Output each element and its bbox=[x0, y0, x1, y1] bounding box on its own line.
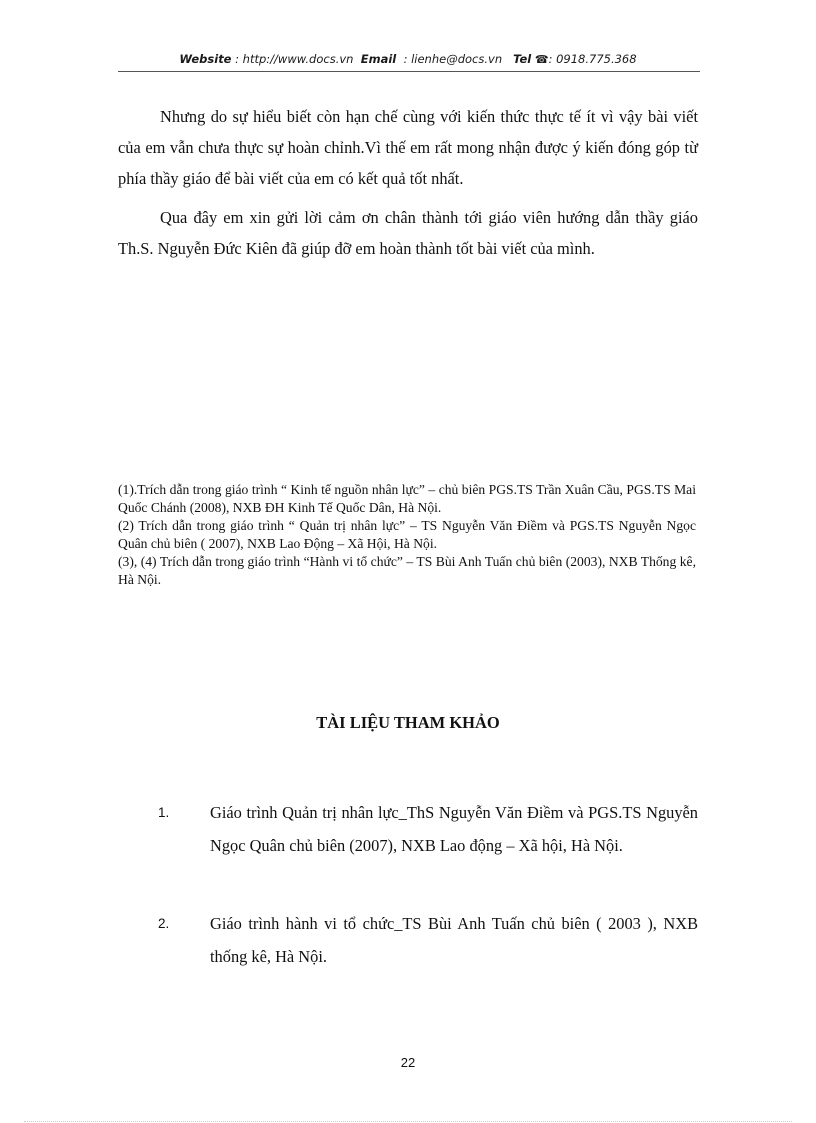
footnotes bbox=[118, 481, 696, 589]
tel-value: : 0918.775.368 bbox=[548, 52, 637, 66]
email-value: : lienhe@docs.vn bbox=[403, 52, 503, 66]
reference-item-2 bbox=[118, 907, 698, 973]
footnote-1: (1).Trích dẫn trong giáo trình “ Kinh tế nguồn nhân lực” – chủ biên PGS.TS Trần Xuân Cầu, PGS.TS Mai Quốc Chánh (2008), NXB ĐH Kinh Tế Quốc Dân, Hà Nội. bbox=[118, 482, 696, 515]
page-header bbox=[118, 52, 698, 66]
website-label: Website bbox=[179, 52, 232, 66]
paragraph-text: Qua đây em xin gửi lời cảm ơn chân thành tới giáo viên hướng dẫn thầy giáo Th.S. Nguyễn Đức Kiên đã giúp đỡ em hoàn thành tốt bài viết của mình. bbox=[118, 208, 698, 258]
paragraph-2 bbox=[118, 202, 698, 264]
phone-icon: ☎ bbox=[534, 53, 549, 66]
reference-text: Giáo trình hành vi tổ chức_TS Bùi Anh Tuấn chủ biên ( 2003 ), NXB thống kê, Hà Nội. bbox=[210, 914, 698, 966]
reference-number: 1. bbox=[158, 805, 170, 820]
email-label: Email bbox=[360, 52, 397, 66]
footnote-2: (2) Trích dẫn trong giáo trình “ Quản trị nhân lực” – TS Nguyễn Văn Điềm và PGS.TS Nguyễn Ngọc Quân chủ biên ( 2007), NXB Lao Động – Xã Hội, Hà Nội. bbox=[118, 518, 696, 551]
references-title: TÀI LIỆU THAM KHẢO bbox=[316, 713, 500, 732]
header-divider bbox=[118, 71, 700, 72]
paragraph-1 bbox=[118, 101, 698, 194]
website-value: : http://www.docs.vn bbox=[235, 52, 354, 66]
paragraph-text: Nhưng do sự hiểu biết còn hạn chế cùng với kiến thức thực tế ít vì vậy bài viết của em vẫn chưa thực sự hoàn chỉnh.Vì thế em rất mong nhận được ý kiến đóng góp từ phía thầy giáo để bài viết của em có kết quả tốt nhất. bbox=[118, 107, 698, 188]
tel-label: Tel bbox=[513, 52, 532, 66]
page-number: 22 bbox=[400, 1055, 416, 1070]
reference-number: 2. bbox=[158, 916, 170, 931]
page-bottom-border bbox=[24, 1121, 792, 1122]
reference-item-1 bbox=[118, 796, 698, 862]
reference-text: Giáo trình Quản trị nhân lực_ThS Nguyễn Văn Điềm và PGS.TS Nguyễn Ngọc Quân chủ biên (2007), NXB Lao động – Xã hội, Hà Nội. bbox=[210, 803, 698, 855]
footnote-3: (3), (4) Trích dẫn trong giáo trình “Hành vi tổ chức” – TS Bùi Anh Tuấn chủ biên (2003), NXB Thống kê, Hà Nội. bbox=[118, 554, 696, 587]
